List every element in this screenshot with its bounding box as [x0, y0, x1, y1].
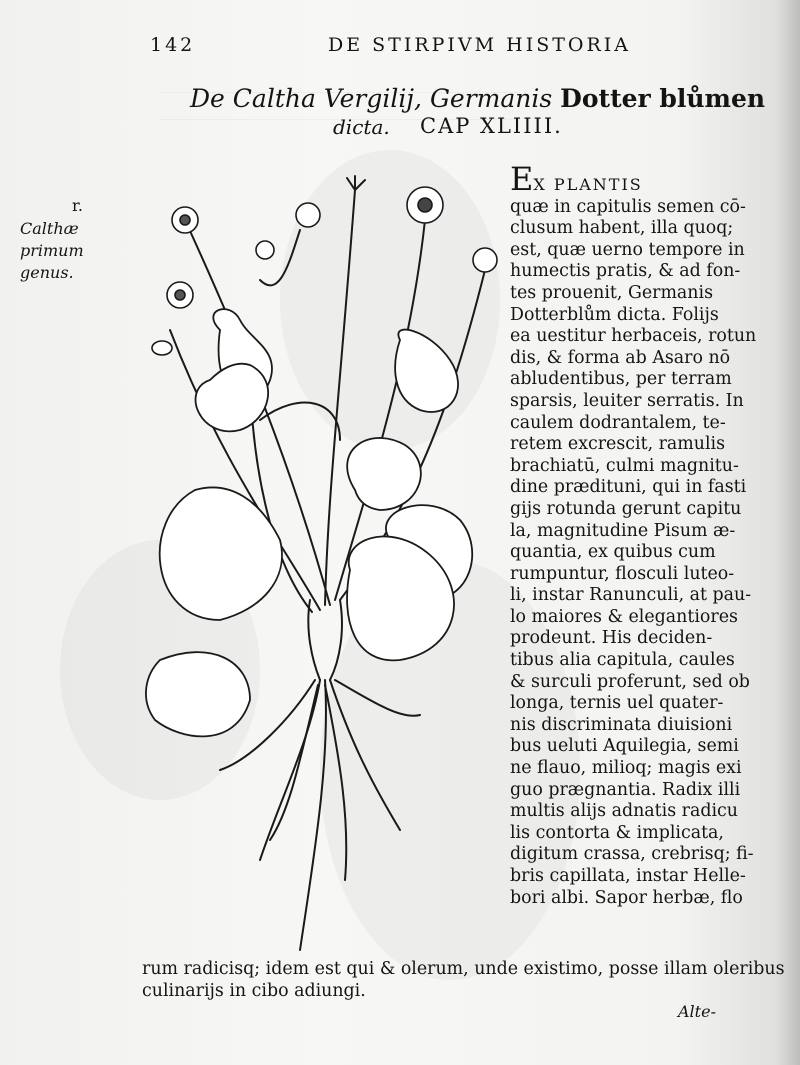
body-text-line: la, magnitudine Pisum æ- [510, 520, 736, 541]
body-text-line: quæ in capitulis semen cō- [510, 196, 746, 217]
body-text-line: sparsis, leuiter serratis. In [510, 390, 744, 411]
body-text-line: Dotterblům dicta. Folijs [510, 304, 719, 325]
margin-note: Calthæ primum genus. [20, 219, 84, 282]
body-text-line: humectis pratis, & ad fon- [510, 261, 741, 282]
chapter-title-line2: dicta. [333, 115, 390, 139]
chapter-number: CAP XLIIII. [420, 114, 563, 138]
body-text-line: guo prægnantia. Radix illi [510, 779, 741, 800]
body-text-line: rumpuntur, flosculi luteo- [510, 563, 735, 584]
body-text-line: retem excrescit, ramulis [510, 434, 726, 455]
body-text-line: bori albi. Sapor herbæ, flo [510, 887, 743, 908]
body-text-line: dis, & forma ab Asaro nō [510, 347, 731, 368]
body-text-bottom-line: rum radicisq; idem est qui & olerum, unde existimo, posse illam oleribus [142, 959, 785, 979]
body-text-line: est, quæ uerno tempore in [510, 239, 745, 260]
body-text-bottom-line: culinarijs in cibo adiungi. [142, 981, 366, 1001]
chapter-title-german: Dotter blůmen [560, 84, 766, 113]
body-text-line: prodeunt. His deciden- [510, 628, 713, 649]
body-text-line: gijs rotunda gerunt capitu [510, 498, 742, 519]
lead-words: X PLANTIS [533, 175, 643, 194]
drop-cap: E [510, 160, 534, 198]
body-text-line: quantia, ex quibus cum [510, 542, 716, 563]
body-text-line: abludentibus, per terram [510, 369, 732, 390]
body-text-line: tes prouenit, Germanis [510, 282, 713, 303]
body-text-line: caulem dodrantalem, te- [510, 412, 726, 433]
body-text-line: dine prædituni, qui in fasti [510, 477, 747, 498]
body-text-line: lo maiores & elegantiores [510, 606, 738, 627]
body-text-line: bris capillata, instar Helle- [510, 866, 746, 886]
chapter-title [190, 84, 765, 113]
body-text-line: tibus alia capitula, caules [510, 650, 735, 671]
chapter-title-latin: De Caltha Vergilij, Germanis [190, 84, 553, 113]
body-text-first-line [510, 160, 778, 198]
body-text-line: lis contorta & implicata, [510, 822, 724, 843]
body-text-line: multis alijs adnatis radicu [510, 801, 738, 822]
body-text-line: li, instar Ranunculi, at pau- [510, 585, 752, 606]
body-text-column [510, 160, 778, 909]
marsh-marigold-woodcut-icon [140, 160, 525, 960]
catchword: Alte- [678, 1002, 716, 1021]
body-text-bottom [142, 958, 785, 1002]
body-text-line: bus ueluti Aquilegia, semi [510, 736, 739, 757]
body-text-line: ne flauo, milioq; magis exi [510, 758, 742, 779]
body-text-line: ea uestitur herbaceis, rotun [510, 326, 757, 347]
body-text-line: clusum habent, illa quoq; [510, 218, 734, 239]
body-text-line: nis discriminata diuisioni [510, 714, 733, 735]
page-number: 142 [150, 34, 196, 56]
margin-mark: r. [72, 196, 83, 215]
body-text-line: & surculi proferunt, sed ob [510, 671, 750, 692]
running-title: DE STIRPIVM HISTORIA [328, 34, 632, 56]
body-text-line: digitum crassa, crebrisq; fi- [510, 844, 754, 865]
body-text-line: brachiatū, culmi magnitu- [510, 455, 739, 476]
body-text-line: longa, ternis uel quater- [510, 693, 724, 714]
